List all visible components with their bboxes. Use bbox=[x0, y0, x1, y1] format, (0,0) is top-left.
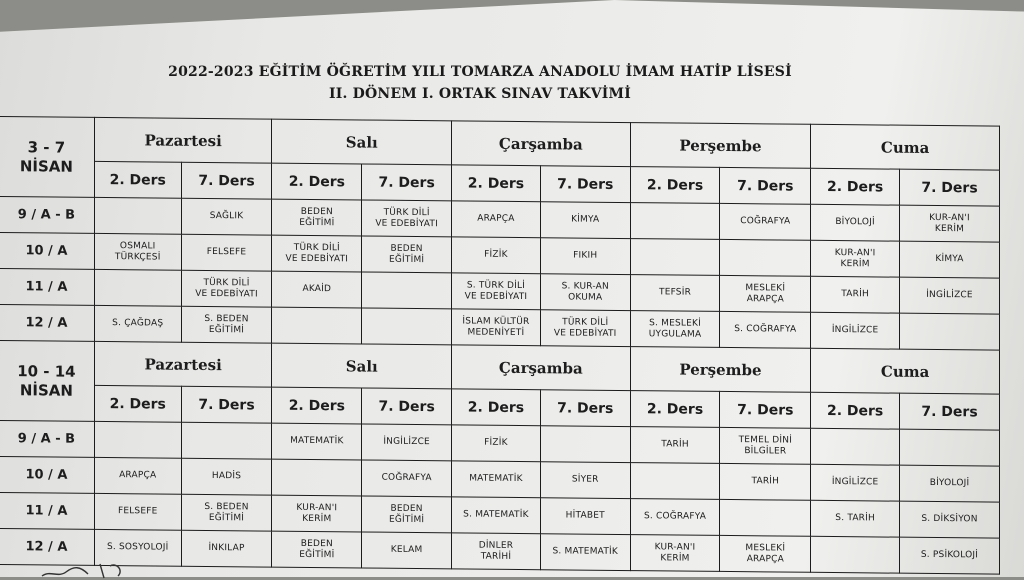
document-title: 2022-2023 EĞİTİM ÖĞRETİM YILI TOMARZA ANADOLU İMAM HATİP LİSESİ bbox=[168, 64, 792, 80]
exam-cell bbox=[900, 429, 1000, 466]
week-date-range: 10 - 14 NİSAN bbox=[0, 341, 94, 422]
exam-cell bbox=[94, 421, 181, 458]
day-header: Salı bbox=[272, 119, 452, 165]
exam-cell bbox=[272, 307, 362, 344]
exam-cell bbox=[630, 463, 720, 500]
class-label: 9 / A - B bbox=[0, 421, 94, 458]
exam-cell bbox=[181, 422, 272, 459]
exam-cell: KİMYA bbox=[540, 202, 630, 239]
day-header: Pazartesi bbox=[94, 117, 272, 163]
exam-cell: TÜRK DİLİ VE EDEBİYATI bbox=[362, 200, 452, 237]
exam-cell: İNGİLİZCE bbox=[362, 424, 452, 461]
exam-cell: İNGİLİZCE bbox=[900, 277, 1000, 314]
period-header: 7. Ders bbox=[900, 169, 1000, 206]
period-header: 2. Ders bbox=[811, 392, 900, 429]
exam-cell: TÜRK DİLİ VE EDEBİYATI bbox=[540, 310, 630, 347]
exam-cell bbox=[811, 428, 900, 465]
period-header: 2. Ders bbox=[630, 391, 720, 428]
exam-cell: TÜRK DİLİ VE EDEBİYATI bbox=[181, 270, 272, 307]
exam-cell: S. TARİH bbox=[811, 500, 900, 537]
exam-cell: S. COĞRAFYA bbox=[630, 499, 720, 536]
exam-cell: FİZİK bbox=[452, 425, 541, 462]
period-header: 2. Ders bbox=[811, 168, 900, 205]
period-header: 2. Ders bbox=[452, 389, 541, 426]
exam-cell: FİZİK bbox=[452, 237, 541, 274]
exam-cell: BİYOLOJİ bbox=[811, 204, 900, 241]
period-header: 7. Ders bbox=[181, 162, 272, 199]
document-subtitle: II. DÖNEM I. ORTAK SINAV TAKVİMİ bbox=[328, 86, 632, 102]
exam-cell: OSMALI TÜRKÇESİ bbox=[94, 233, 181, 270]
period-header: 2. Ders bbox=[272, 163, 362, 200]
exam-cell: S. KUR-AN OKUMA bbox=[540, 274, 630, 311]
exam-cell bbox=[362, 272, 452, 309]
exam-cell: MATEMATİK bbox=[272, 423, 362, 460]
day-header: Salı bbox=[272, 343, 452, 389]
exam-cell bbox=[720, 239, 811, 276]
exam-cell: İNGİLİZCE bbox=[811, 312, 900, 349]
exam-cell bbox=[811, 536, 900, 573]
day-header: Perşembe bbox=[630, 347, 811, 393]
class-label: 10 / A bbox=[0, 457, 94, 494]
class-label: 10 / A bbox=[0, 233, 94, 270]
exam-cell: S. ÇAĞDAŞ bbox=[94, 305, 181, 342]
period-header: 7. Ders bbox=[362, 164, 452, 201]
period-header: 7. Ders bbox=[720, 391, 811, 428]
exam-cell: S. MATEMATİK bbox=[452, 497, 541, 534]
period-header: 2. Ders bbox=[94, 161, 181, 198]
exam-cell: SAĞLIK bbox=[181, 198, 272, 235]
day-header: Çarşamba bbox=[452, 121, 631, 167]
exam-cell bbox=[540, 426, 630, 463]
exam-cell: MATEMATİK bbox=[452, 461, 541, 498]
exam-cell: KUR-AN'I KERİM bbox=[900, 205, 1000, 242]
exam-cell: S. COĞRAFYA bbox=[720, 311, 811, 348]
exam-cell: S. BEDEN EĞİTİMİ bbox=[181, 494, 272, 531]
exam-cell: MESLEKİ ARAPÇA bbox=[720, 275, 811, 312]
day-header: Cuma bbox=[811, 124, 1000, 170]
exam-cell bbox=[272, 459, 362, 496]
exam-cell: FELSEFE bbox=[181, 234, 272, 271]
exam-cell: BEDEN EĞİTİMİ bbox=[362, 236, 452, 273]
exam-cell: İNKILAP bbox=[181, 530, 272, 567]
exam-cell: TEFSİR bbox=[630, 275, 720, 312]
exam-cell: SİYER bbox=[540, 462, 630, 499]
exam-cell bbox=[362, 308, 452, 345]
exam-cell: BİYOLOJİ bbox=[900, 465, 1000, 502]
exam-cell: MESLEKİ ARAPÇA bbox=[720, 535, 811, 572]
day-header: Pazartesi bbox=[94, 341, 272, 387]
exam-schedule-table bbox=[0, 116, 1000, 575]
period-header: 7. Ders bbox=[720, 167, 811, 204]
exam-cell: AKAİD bbox=[272, 271, 362, 308]
exam-cell: BEDEN EĞİTİMİ bbox=[362, 496, 452, 533]
exam-cell: HADİS bbox=[181, 458, 272, 495]
period-header: 7. Ders bbox=[540, 390, 630, 427]
exam-cell: TÜRK DİLİ VE EDEBİYATI bbox=[272, 235, 362, 272]
exam-cell: KİMYA bbox=[900, 241, 1000, 278]
exam-cell: TARİH bbox=[811, 276, 900, 313]
period-header: 2. Ders bbox=[452, 165, 541, 202]
exam-cell bbox=[720, 499, 811, 536]
exam-cell: COĞRAFYA bbox=[720, 203, 811, 240]
day-header: Perşembe bbox=[630, 123, 811, 169]
exam-cell: COĞRAFYA bbox=[362, 460, 452, 497]
exam-cell: TARİH bbox=[630, 427, 720, 464]
exam-cell bbox=[630, 239, 720, 276]
exam-cell: TEMEL DİNİ BİLGİLER bbox=[720, 427, 811, 464]
period-header: 7. Ders bbox=[181, 386, 272, 423]
exam-cell: S. DİKSİYON bbox=[900, 501, 1000, 538]
period-header: 2. Ders bbox=[94, 385, 181, 422]
exam-cell: S. SOSYOLOJİ bbox=[94, 529, 181, 566]
period-header: 7. Ders bbox=[362, 388, 452, 425]
exam-cell: FIKIH bbox=[540, 238, 630, 275]
day-header: Cuma bbox=[811, 348, 1000, 394]
exam-cell: İNGİLİZCE bbox=[811, 464, 900, 501]
exam-cell: FELSEFE bbox=[94, 493, 181, 530]
exam-cell: İSLAM KÜLTÜR MEDENİYETİ bbox=[452, 309, 541, 346]
exam-cell bbox=[94, 197, 181, 234]
handwritten-signature bbox=[40, 560, 130, 580]
period-header: 7. Ders bbox=[900, 393, 1000, 430]
exam-cell: BEDEN EĞİTİMİ bbox=[272, 199, 362, 236]
exam-cell: ARAPÇA bbox=[94, 457, 181, 494]
class-label: 12 / A bbox=[0, 305, 94, 342]
exam-cell bbox=[94, 269, 181, 306]
class-label: 12 / A bbox=[0, 529, 94, 566]
exam-cell bbox=[900, 313, 1000, 350]
exam-cell: ARAPÇA bbox=[452, 201, 541, 238]
exam-cell: BEDEN EĞİTİMİ bbox=[272, 531, 362, 568]
exam-cell: S. BEDEN EĞİTİMİ bbox=[181, 306, 272, 343]
day-header: Çarşamba bbox=[452, 345, 631, 391]
exam-cell: DİNLER TARİHİ bbox=[452, 533, 541, 570]
period-header: 7. Ders bbox=[540, 166, 630, 203]
exam-cell: KELAM bbox=[362, 532, 452, 569]
exam-cell: S. PSİKOLOJİ bbox=[900, 537, 1000, 574]
class-label: 11 / A bbox=[0, 493, 94, 530]
period-header: 2. Ders bbox=[272, 387, 362, 424]
exam-cell: TARİH bbox=[720, 463, 811, 500]
exam-cell: HİTABET bbox=[540, 498, 630, 535]
exam-cell: S. TÜRK DİLİ VE EDEBİYATI bbox=[452, 273, 541, 310]
week-date-range: 3 - 7 NİSAN bbox=[0, 117, 94, 198]
exam-cell: S. MATEMATİK bbox=[540, 534, 630, 571]
exam-cell: S. MESLEKİ UYGULAMA bbox=[630, 311, 720, 348]
class-label: 9 / A - B bbox=[0, 197, 94, 234]
exam-cell: KUR-AN'I KERİM bbox=[630, 535, 720, 572]
exam-cell: KUR-AN'I KERİM bbox=[272, 495, 362, 532]
class-label: 11 / A bbox=[0, 269, 94, 306]
period-header: 2. Ders bbox=[630, 167, 720, 204]
exam-cell: KUR-AN'I KERİM bbox=[811, 240, 900, 277]
exam-cell bbox=[630, 203, 720, 240]
